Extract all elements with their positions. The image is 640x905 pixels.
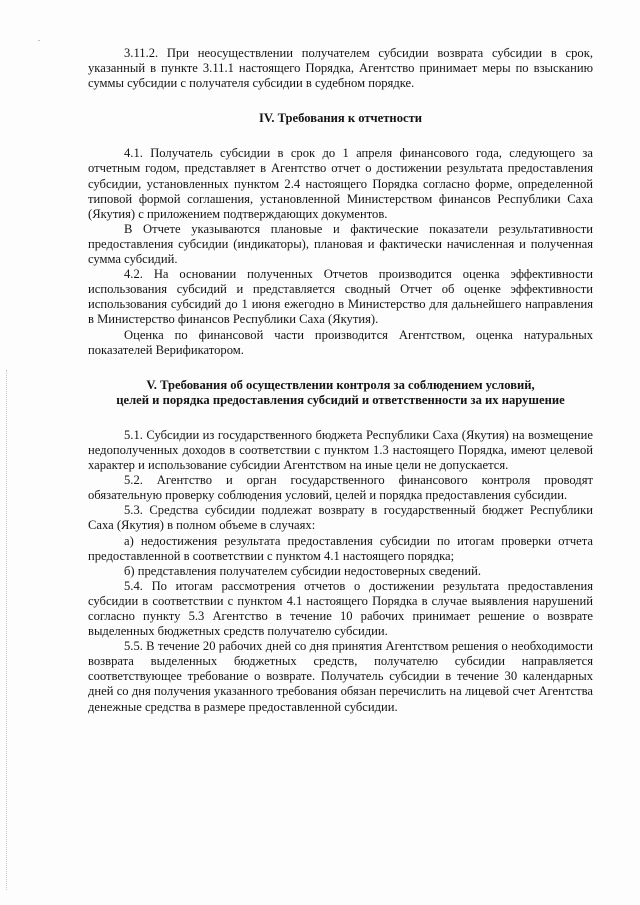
scan-artifact — [38, 40, 40, 41]
section-5-title-line2: целей и порядка предоставления субсидий и ответственности за их нарушение — [116, 392, 565, 407]
paragraph-4-2: 4.2. На основании полученных Отчетов производится оценка эффективности использования субсидий и представляется сводный Отчет об оценке эффективности использования субсидий до 1 июня ежегодно в Министерство для дальнейшего направления в Министерство финансов Республики Саха (Якутия). — [88, 267, 593, 327]
document-body — [88, 46, 593, 715]
section-5-title-line1: V. Требования об осуществлении контроля за соблюдением условий, — [146, 377, 535, 392]
paragraph-4-1-b: В Отчете указываются плановые и фактические показатели результативности предоставления субсидии (индикаторы), плановая и фактически начисленная и полученная сумма субсидий. — [88, 221, 593, 267]
paragraph-5-2: 5.2. Агентство и орган государственного финансового контроля проводят обязательную проверку соблюдения условий, целей и порядка предоставления субсидии. — [88, 473, 593, 503]
paragraph-5-1: 5.1. Субсидии из государственного бюджета Республики Саха (Якутия) на возмещение недополученных доходов в соответствии с пунктом 1.3 настоящего Порядка, имеют целевой характер и использование субсидии Агентством на иные цели не допускается. — [88, 427, 593, 473]
section-4-title: IV. Требования к отчетности — [258, 111, 423, 126]
paragraph-4-1: 4.1. Получатель субсидии в срок до 1 апреля финансового года, следующего за отчетным годом, представляет в Агентство отчет о достижении результата предоставления субсидии, установленных пунктом 2.4 настоящего Порядка согласно форме, определенной типовой формой соглашения, установленной Министерством финансов Республики Саха (Якутия) с приложением подтверждающих документов. — [88, 146, 593, 221]
paragraph-4-2-b: Оценка по финансовой части производится Агентством, оценка натуральных показателей Верификатором. — [88, 327, 593, 357]
paragraph-3-11-2: 3.11.2. При неосуществлении получателем субсидии возврата субсидии в срок, указанный в пункте 3.11.1 настоящего Порядка, Агентство принимает меры по взысканию суммы субсидии с получателя субсидии в судебном порядке. — [88, 46, 593, 91]
scan-edge-artifact — [6, 370, 8, 890]
paragraph-5-5: 5.5. В течение 20 рабочих дней со дня принятия Агентством решения о необходимости возврата выделенных бюджетных средств, получателю субсидии направляется соответствующее требование о возврате. Получатель субсидии в течение 30 календарных дней со дня получения указанного требования обязан перечислить на лицевой счет Агентства денежные средства в размере предоставленной субсидии. — [88, 639, 593, 714]
paragraph-5-3-b: б) представления получателем субсидии недостоверных сведений. — [124, 563, 482, 578]
paragraph-5-4: 5.4. По итогам рассмотрения отчетов о достижении результата предоставления субсидии в соответствии с пунктом 4.1 настоящего Порядка в случае выявления нарушений согласно пункту 5.3 Агентство в течение 10 рабочих принимает решение о возврате выделенных бюджетных средств получателю субсидии. — [88, 578, 593, 639]
paragraph-5-3-a: а) недостижения результата предоставления субсидии по итогам проверки отчета предоставленной в соответствии с пунктом 4.1 настоящего порядка; — [88, 533, 593, 563]
paragraph-5-3: 5.3. Средства субсидии подлежат возврату в государственный бюджет Республики Саха (Якутия) в полном объеме в случаях: — [88, 503, 593, 533]
